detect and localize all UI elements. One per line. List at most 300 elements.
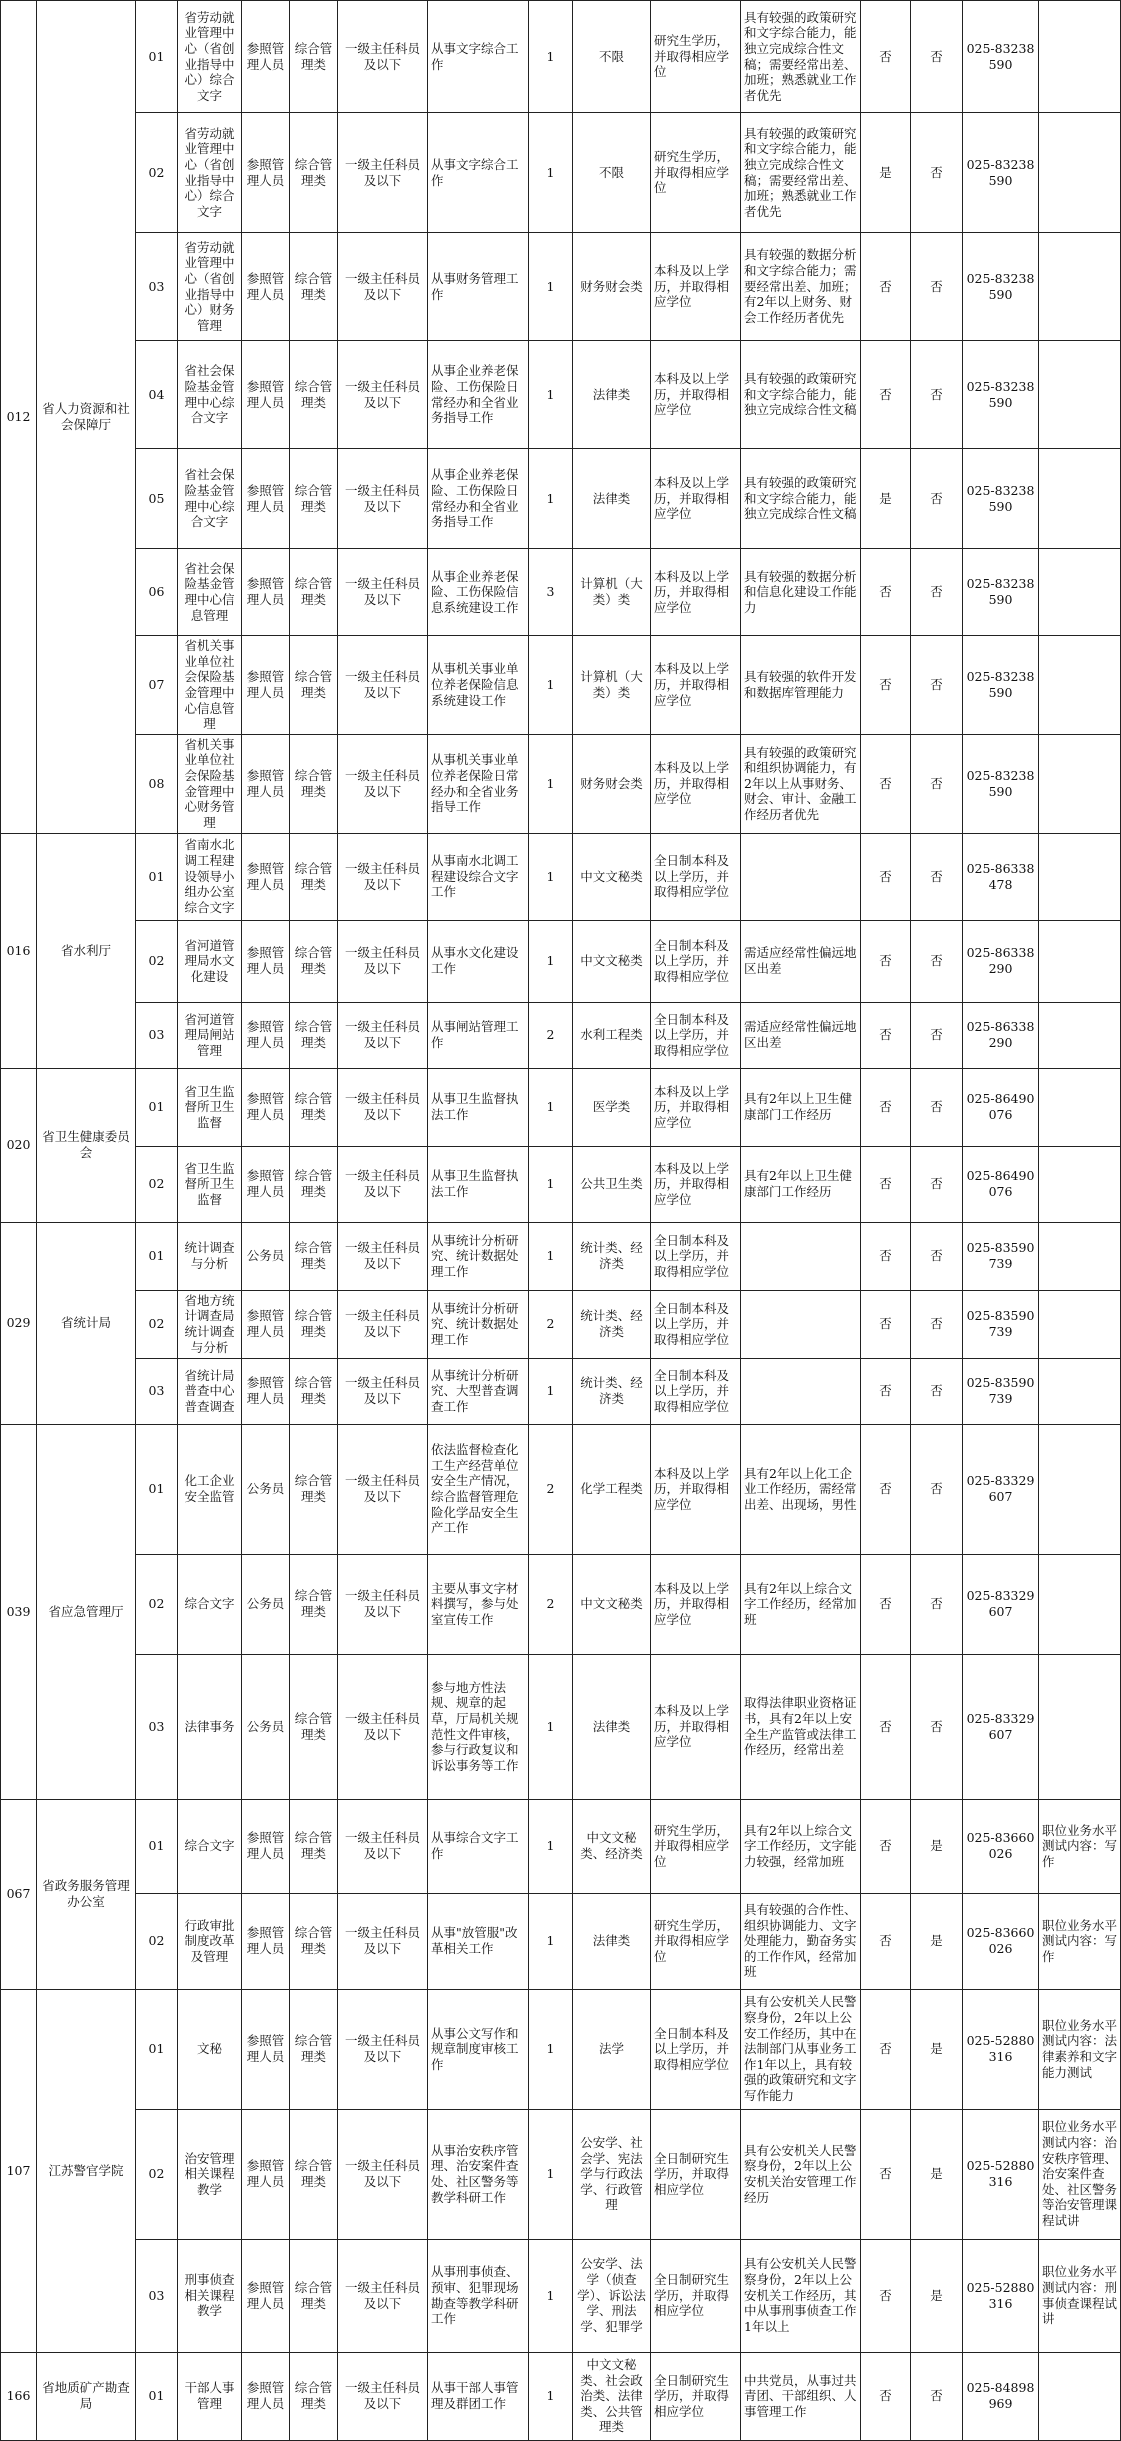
note-cell (1039, 1, 1121, 113)
note-cell (1039, 449, 1121, 549)
count-cell: 1 (529, 1799, 573, 1893)
dept-cell: 行政审批制度改革及管理 (178, 1893, 242, 1989)
dept-cell: 省卫生监督所卫生监督 (178, 1146, 242, 1222)
test-cell: 否 (861, 920, 911, 1002)
category-cell: 公务员 (242, 1424, 290, 1554)
test-cell: 否 (861, 2109, 911, 2239)
count-cell: 2 (529, 1290, 573, 1358)
phone-cell: 025-86490076 (963, 1068, 1039, 1146)
seq-cell: 01 (136, 1222, 178, 1290)
requirement-cell (741, 833, 861, 920)
table-row (1, 549, 1121, 636)
test-cell: 否 (861, 1654, 911, 1799)
education-cell: 本科及以上学历，并取得相应学位 (651, 1068, 741, 1146)
ratio-cell: 是 (911, 1989, 963, 2109)
phone-cell: 025-86338290 (963, 1002, 1039, 1068)
level-cell: 一级主任科员及以下 (338, 1799, 428, 1893)
unit-code-cell: 067 (1, 1799, 37, 1989)
type-cell: 综合管理类 (290, 2109, 338, 2239)
table-row (1, 1654, 1121, 1799)
education-cell: 全日制本科及以上学历，并取得相应学位 (651, 920, 741, 1002)
requirement-cell (741, 1222, 861, 1290)
duty-cell: 从事"放管服"改革相关工作 (428, 1893, 529, 1989)
seq-cell: 01 (136, 1068, 178, 1146)
dept-cell: 综合文字 (178, 1799, 242, 1893)
education-cell: 本科及以上学历，并取得相应学位 (651, 1654, 741, 1799)
unit-name-cell: 省卫生健康委员会 (37, 1068, 136, 1222)
seq-cell: 07 (136, 636, 178, 735)
major-cell: 中文文秘类、经济类 (573, 1799, 651, 1893)
seq-cell: 01 (136, 1, 178, 113)
type-cell: 综合管理类 (290, 1068, 338, 1146)
test-cell: 否 (861, 1989, 911, 2109)
table-row (1, 1290, 1121, 1358)
unit-code-cell: 039 (1, 1424, 37, 1799)
ratio-cell: 是 (911, 2109, 963, 2239)
major-cell: 中文文秘类 (573, 920, 651, 1002)
level-cell: 一级主任科员及以下 (338, 2352, 428, 2440)
table-row (1, 113, 1121, 233)
education-cell: 全日制研究生学历，并取得相应学位 (651, 2352, 741, 2440)
education-cell: 全日制本科及以上学历，并取得相应学位 (651, 1002, 741, 1068)
dept-cell: 省社会保险基金管理中心综合文字 (178, 341, 242, 449)
test-cell: 否 (861, 1554, 911, 1654)
unit-name-cell: 省地质矿产勘查局 (37, 2352, 136, 2440)
duty-cell: 从事治安秩序管理、治安案件查处、社区警务等教学科研工作 (428, 2109, 529, 2239)
phone-cell: 025-83329607 (963, 1424, 1039, 1554)
test-cell: 否 (861, 1358, 911, 1424)
type-cell: 综合管理类 (290, 1654, 338, 1799)
duty-cell: 从事统计分析研究、大型普查调查工作 (428, 1358, 529, 1424)
major-cell: 统计类、经济类 (573, 1358, 651, 1424)
level-cell: 一级主任科员及以下 (338, 2239, 428, 2352)
test-cell: 否 (861, 636, 911, 735)
requirement-cell: 具有较强的软件开发和数据库管理能力 (741, 636, 861, 735)
major-cell: 公共卫生类 (573, 1146, 651, 1222)
major-cell: 法律类 (573, 1654, 651, 1799)
phone-cell: 025-83660026 (963, 1799, 1039, 1893)
note-cell (1039, 920, 1121, 1002)
level-cell: 一级主任科员及以下 (338, 1989, 428, 2109)
table-row (1, 1424, 1121, 1554)
count-cell: 1 (529, 113, 573, 233)
level-cell: 一级主任科员及以下 (338, 833, 428, 920)
dept-cell: 刑事侦查相关课程教学 (178, 2239, 242, 2352)
table-row (1, 1554, 1121, 1654)
dept-cell: 省劳动就业管理中心（省创业指导中心）综合文字 (178, 113, 242, 233)
ratio-cell: 否 (911, 1146, 963, 1222)
education-cell: 本科及以上学历，并取得相应学位 (651, 449, 741, 549)
category-cell: 参照管理人员 (242, 2352, 290, 2440)
type-cell: 综合管理类 (290, 1799, 338, 1893)
phone-cell: 025-86490076 (963, 1146, 1039, 1222)
major-cell: 医学类 (573, 1068, 651, 1146)
seq-cell: 08 (136, 734, 178, 833)
education-cell: 本科及以上学历，并取得相应学位 (651, 636, 741, 735)
unit-code-cell: 020 (1, 1068, 37, 1222)
duty-cell: 从事企业养老保险、工伤保险日常经办和全省业务指导工作 (428, 341, 529, 449)
table-row (1, 1358, 1121, 1424)
count-cell: 1 (529, 1068, 573, 1146)
count-cell: 1 (529, 1989, 573, 2109)
seq-cell: 02 (136, 2109, 178, 2239)
seq-cell: 03 (136, 1002, 178, 1068)
major-cell: 化学工程类 (573, 1424, 651, 1554)
test-cell: 是 (861, 113, 911, 233)
phone-cell: 025-83238590 (963, 449, 1039, 549)
table-row (1, 1989, 1121, 2109)
unit-name-cell: 省统计局 (37, 1222, 136, 1424)
dept-cell: 法律事务 (178, 1654, 242, 1799)
category-cell: 参照管理人员 (242, 2109, 290, 2239)
count-cell: 1 (529, 2239, 573, 2352)
ratio-cell: 否 (911, 449, 963, 549)
type-cell: 综合管理类 (290, 113, 338, 233)
ratio-cell: 否 (911, 341, 963, 449)
dept-cell: 综合文字 (178, 1554, 242, 1654)
dept-cell: 干部人事管理 (178, 2352, 242, 2440)
type-cell: 综合管理类 (290, 1, 338, 113)
test-cell: 否 (861, 1893, 911, 1989)
phone-cell: 025-83590739 (963, 1290, 1039, 1358)
duty-cell: 从事卫生监督执法工作 (428, 1068, 529, 1146)
ratio-cell: 否 (911, 2352, 963, 2440)
note-cell: 职位业务水平测试内容：治安秩序管理、治安案件查处、社区警务等治安管理课程试讲 (1039, 2109, 1121, 2239)
seq-cell: 03 (136, 1358, 178, 1424)
category-cell: 公务员 (242, 1554, 290, 1654)
seq-cell: 02 (136, 1146, 178, 1222)
note-cell: 职位业务水平测试内容：写作 (1039, 1893, 1121, 1989)
level-cell: 一级主任科员及以下 (338, 1654, 428, 1799)
level-cell: 一级主任科员及以下 (338, 1358, 428, 1424)
major-cell: 法律类 (573, 341, 651, 449)
test-cell: 否 (861, 1424, 911, 1554)
major-cell: 不限 (573, 113, 651, 233)
test-cell: 否 (861, 1799, 911, 1893)
seq-cell: 02 (136, 113, 178, 233)
requirement-cell: 具有较强的政策研究和文字综合能力，能独立完成综合性文稿；需要经常出差、加班；熟悉就业工作者优先 (741, 113, 861, 233)
category-cell: 参照管理人员 (242, 1893, 290, 1989)
category-cell: 参照管理人员 (242, 233, 290, 341)
requirement-cell: 具有较强的政策研究和文字综合能力，能独立完成综合性文稿 (741, 449, 861, 549)
category-cell: 参照管理人员 (242, 1290, 290, 1358)
ratio-cell: 否 (911, 1554, 963, 1654)
phone-cell: 025-83590739 (963, 1358, 1039, 1424)
table-row (1, 1068, 1121, 1146)
seq-cell: 03 (136, 233, 178, 341)
unit-code-cell: 012 (1, 1, 37, 834)
education-cell: 研究生学历，并取得相应学位 (651, 1799, 741, 1893)
type-cell: 综合管理类 (290, 833, 338, 920)
table-row (1, 636, 1121, 735)
unit-code-cell: 166 (1, 2352, 37, 2440)
type-cell: 综合管理类 (290, 1424, 338, 1554)
major-cell: 中文文秘类、社会政治类、法律类、公共管理类 (573, 2352, 651, 2440)
level-cell: 一级主任科员及以下 (338, 734, 428, 833)
table-row (1, 2239, 1121, 2352)
table-row (1, 1002, 1121, 1068)
education-cell: 全日制研究生学历，并取得相应学位 (651, 2109, 741, 2239)
category-cell: 参照管理人员 (242, 113, 290, 233)
ratio-cell: 是 (911, 1893, 963, 1989)
category-cell: 参照管理人员 (242, 920, 290, 1002)
count-cell: 1 (529, 2352, 573, 2440)
seq-cell: 05 (136, 449, 178, 549)
category-cell: 参照管理人员 (242, 2239, 290, 2352)
test-cell: 否 (861, 833, 911, 920)
dept-cell: 省地方统计调查局统计调查与分析 (178, 1290, 242, 1358)
duty-cell: 从事干部人事管理及群团工作 (428, 2352, 529, 2440)
requirement-cell: 具有2年以上综合文字工作经历，经常加班 (741, 1554, 861, 1654)
note-cell: 职位业务水平测试内容：写作 (1039, 1799, 1121, 1893)
type-cell: 综合管理类 (290, 341, 338, 449)
note-cell (1039, 341, 1121, 449)
type-cell: 综合管理类 (290, 1002, 338, 1068)
test-cell: 否 (861, 2352, 911, 2440)
unit-code-cell: 107 (1, 1989, 37, 2352)
table-row (1, 734, 1121, 833)
requirement-cell: 具有公安机关人民警察身份，2年以上公安机关治安管理工作经历 (741, 2109, 861, 2239)
requirement-cell: 具有较强的数据分析和文字综合能力；需要经常出差、加班；有2年以上财务、财会工作经历者优先 (741, 233, 861, 341)
type-cell: 综合管理类 (290, 1554, 338, 1654)
type-cell: 综合管理类 (290, 1222, 338, 1290)
ratio-cell: 否 (911, 1, 963, 113)
duty-cell: 从事统计分析研究、统计数据处理工作 (428, 1222, 529, 1290)
phone-cell: 025-83329607 (963, 1654, 1039, 1799)
ratio-cell: 否 (911, 1002, 963, 1068)
major-cell: 法律类 (573, 449, 651, 549)
requirement-cell: 具有公安机关人民警察身份，2年以上公安工作经历，其中在法制部门从事业务工作1年以上，具有较强的政策研究和文字写作能力 (741, 1989, 861, 2109)
seq-cell: 03 (136, 1654, 178, 1799)
note-cell (1039, 1358, 1121, 1424)
count-cell: 1 (529, 833, 573, 920)
type-cell: 综合管理类 (290, 1290, 338, 1358)
major-cell: 中文文秘类 (573, 1554, 651, 1654)
phone-cell: 025-83660026 (963, 1893, 1039, 1989)
requirement-cell: 中共党员，从事过共青团、干部组织、人事管理工作 (741, 2352, 861, 2440)
note-cell (1039, 549, 1121, 636)
phone-cell: 025-83238590 (963, 1, 1039, 113)
requirement-cell: 具有较强的合作性、组织协调能力、文字处理能力，勤奋务实的工作作风，经常加班 (741, 1893, 861, 1989)
test-cell: 否 (861, 1002, 911, 1068)
seq-cell: 06 (136, 549, 178, 636)
phone-cell: 025-52880316 (963, 1989, 1039, 2109)
unit-name-cell: 省水利厅 (37, 833, 136, 1068)
ratio-cell: 否 (911, 1290, 963, 1358)
note-cell (1039, 1002, 1121, 1068)
count-cell: 1 (529, 1146, 573, 1222)
requirement-cell: 取得法律职业资格证书，具有2年以上安全生产监管或法律工作经历，经常出差 (741, 1654, 861, 1799)
major-cell: 公安学、社会学、宪法学与行政法学、行政管理 (573, 2109, 651, 2239)
category-cell: 参照管理人员 (242, 734, 290, 833)
type-cell: 综合管理类 (290, 549, 338, 636)
category-cell: 公务员 (242, 1222, 290, 1290)
count-cell: 1 (529, 734, 573, 833)
duty-cell: 从事刑事侦查、预审、犯罪现场勘查等教学科研工作 (428, 2239, 529, 2352)
test-cell: 否 (861, 734, 911, 833)
count-cell: 1 (529, 341, 573, 449)
count-cell: 1 (529, 1654, 573, 1799)
duty-cell: 从事公文写作和规章制度审核工作 (428, 1989, 529, 2109)
duty-cell: 从事企业养老保险、工伤保险日常经办和全省业务指导工作 (428, 449, 529, 549)
category-cell: 参照管理人员 (242, 1146, 290, 1222)
requirement-cell: 具有较强的数据分析和信息化建设工作能力 (741, 549, 861, 636)
duty-cell: 从事文字综合工作 (428, 113, 529, 233)
dept-cell: 治安管理相关课程教学 (178, 2109, 242, 2239)
test-cell: 否 (861, 549, 911, 636)
level-cell: 一级主任科员及以下 (338, 1554, 428, 1654)
count-cell: 1 (529, 1893, 573, 1989)
ratio-cell: 否 (911, 1222, 963, 1290)
major-cell: 统计类、经济类 (573, 1290, 651, 1358)
dept-cell: 省机关事业单位社会保险基金管理中心财务管理 (178, 734, 242, 833)
major-cell: 水利工程类 (573, 1002, 651, 1068)
note-cell (1039, 1222, 1121, 1290)
note-cell: 职位业务水平测试内容：刑事侦查课程试讲 (1039, 2239, 1121, 2352)
education-cell: 研究生学历，并取得相应学位 (651, 1, 741, 113)
category-cell: 参照管理人员 (242, 1068, 290, 1146)
type-cell: 综合管理类 (290, 2239, 338, 2352)
phone-cell: 025-83238590 (963, 549, 1039, 636)
dept-cell: 省河道管理局闸站管理 (178, 1002, 242, 1068)
education-cell: 本科及以上学历，并取得相应学位 (651, 341, 741, 449)
duty-cell: 从事闸站管理工作 (428, 1002, 529, 1068)
type-cell: 综合管理类 (290, 636, 338, 735)
seq-cell: 03 (136, 2239, 178, 2352)
unit-code-cell: 016 (1, 833, 37, 1068)
level-cell: 一级主任科员及以下 (338, 920, 428, 1002)
category-cell: 参照管理人员 (242, 1989, 290, 2109)
ratio-cell: 否 (911, 1424, 963, 1554)
requirement-cell: 需适应经常性偏远地区出差 (741, 1002, 861, 1068)
dept-cell: 省劳动就业管理中心（省创业指导中心）财务管理 (178, 233, 242, 341)
education-cell: 全日制本科及以上学历，并取得相应学位 (651, 833, 741, 920)
table-row (1, 2109, 1121, 2239)
unit-name-cell: 江苏警官学院 (37, 1989, 136, 2352)
test-cell: 否 (861, 1222, 911, 1290)
seq-cell: 01 (136, 1424, 178, 1554)
count-cell: 1 (529, 920, 573, 1002)
requirement-cell: 具有较强的政策研究和文字综合能力，能独立完成综合性文稿 (741, 341, 861, 449)
category-cell: 参照管理人员 (242, 1, 290, 113)
seq-cell: 01 (136, 1989, 178, 2109)
requirement-cell: 具有2年以上卫生健康部门工作经历 (741, 1146, 861, 1222)
test-cell: 否 (861, 341, 911, 449)
ratio-cell: 否 (911, 636, 963, 735)
note-cell: 职位业务水平测试内容：法律素养和文字能力测试 (1039, 1989, 1121, 2109)
level-cell: 一级主任科员及以下 (338, 449, 428, 549)
duty-cell: 依法监督检查化工生产经营单位安全生产情况，综合监督管理危险化学品安全生产工作 (428, 1424, 529, 1554)
education-cell: 全日制本科及以上学历，并取得相应学位 (651, 1222, 741, 1290)
unit-name-cell: 省政务服务管理办公室 (37, 1799, 136, 1989)
test-cell: 否 (861, 1068, 911, 1146)
level-cell: 一级主任科员及以下 (338, 636, 428, 735)
phone-cell: 025-83238590 (963, 113, 1039, 233)
level-cell: 一级主任科员及以下 (338, 233, 428, 341)
type-cell: 综合管理类 (290, 233, 338, 341)
note-cell (1039, 1424, 1121, 1554)
count-cell: 1 (529, 1222, 573, 1290)
note-cell (1039, 113, 1121, 233)
education-cell: 全日制研究生学历，并取得相应学位 (651, 2239, 741, 2352)
category-cell: 参照管理人员 (242, 833, 290, 920)
duty-cell: 从事综合文字工作 (428, 1799, 529, 1893)
dept-cell: 文秘 (178, 1989, 242, 2109)
table-row (1, 449, 1121, 549)
requirement-cell: 具有公安机关人民警察身份，2年以上公安机关工作经历，其中从事刑事侦查工作1年以上 (741, 2239, 861, 2352)
type-cell: 综合管理类 (290, 920, 338, 1002)
duty-cell: 从事卫生监督执法工作 (428, 1146, 529, 1222)
education-cell: 研究生学历，并取得相应学位 (651, 1893, 741, 1989)
table-row (1, 341, 1121, 449)
count-cell: 1 (529, 449, 573, 549)
table-row (1, 1222, 1121, 1290)
type-cell: 综合管理类 (290, 2352, 338, 2440)
unit-code-cell: 029 (1, 1222, 37, 1424)
note-cell (1039, 2352, 1121, 2440)
requirement-cell: 具有较强的政策研究和组织协调能力，有2年以上从事财务、财会、审计、金融工作经历者优先 (741, 734, 861, 833)
ratio-cell: 否 (911, 833, 963, 920)
note-cell (1039, 1654, 1121, 1799)
dept-cell: 统计调查与分析 (178, 1222, 242, 1290)
dept-cell: 省劳动就业管理中心（省创业指导中心）综合文字 (178, 1, 242, 113)
note-cell (1039, 636, 1121, 735)
duty-cell: 从事文字综合工作 (428, 1, 529, 113)
level-cell: 一级主任科员及以下 (338, 1893, 428, 1989)
test-cell: 否 (861, 1146, 911, 1222)
education-cell: 本科及以上学历，并取得相应学位 (651, 734, 741, 833)
category-cell: 参照管理人员 (242, 1002, 290, 1068)
category-cell: 公务员 (242, 1654, 290, 1799)
level-cell: 一级主任科员及以下 (338, 113, 428, 233)
seq-cell: 02 (136, 1290, 178, 1358)
requirement-cell: 具有2年以上综合文字工作经历，文字能力较强，经常加班 (741, 1799, 861, 1893)
major-cell: 计算机（大类）类 (573, 636, 651, 735)
level-cell: 一级主任科员及以下 (338, 1068, 428, 1146)
dept-cell: 省南水北调工程建设领导小组办公室综合文字 (178, 833, 242, 920)
phone-cell: 025-52880316 (963, 2109, 1039, 2239)
education-cell: 本科及以上学历，并取得相应学位 (651, 549, 741, 636)
phone-cell: 025-86338478 (963, 833, 1039, 920)
education-cell: 研究生学历，并取得相应学位 (651, 113, 741, 233)
ratio-cell: 是 (911, 2239, 963, 2352)
duty-cell: 主要从事文字材料撰写，参与处室宣传工作 (428, 1554, 529, 1654)
seq-cell: 02 (136, 920, 178, 1002)
test-cell: 否 (861, 233, 911, 341)
category-cell: 参照管理人员 (242, 341, 290, 449)
ratio-cell: 否 (911, 1654, 963, 1799)
ratio-cell: 否 (911, 1358, 963, 1424)
count-cell: 2 (529, 1424, 573, 1554)
phone-cell: 025-84898969 (963, 2352, 1039, 2440)
major-cell: 公安学、法学（侦查学）、诉讼法学、刑法学、犯罪学 (573, 2239, 651, 2352)
count-cell: 2 (529, 1002, 573, 1068)
level-cell: 一级主任科员及以下 (338, 1146, 428, 1222)
note-cell (1039, 1290, 1121, 1358)
education-cell: 全日制本科及以上学历，并取得相应学位 (651, 1358, 741, 1424)
table-row (1, 920, 1121, 1002)
major-cell: 不限 (573, 1, 651, 113)
table-row (1, 833, 1121, 920)
seq-cell: 01 (136, 1799, 178, 1893)
seq-cell: 02 (136, 1554, 178, 1654)
note-cell (1039, 233, 1121, 341)
level-cell: 一级主任科员及以下 (338, 1, 428, 113)
phone-cell: 025-83238590 (963, 341, 1039, 449)
duty-cell: 从事机关事业单位养老保险信息系统建设工作 (428, 636, 529, 735)
type-cell: 综合管理类 (290, 1989, 338, 2109)
ratio-cell: 否 (911, 920, 963, 1002)
